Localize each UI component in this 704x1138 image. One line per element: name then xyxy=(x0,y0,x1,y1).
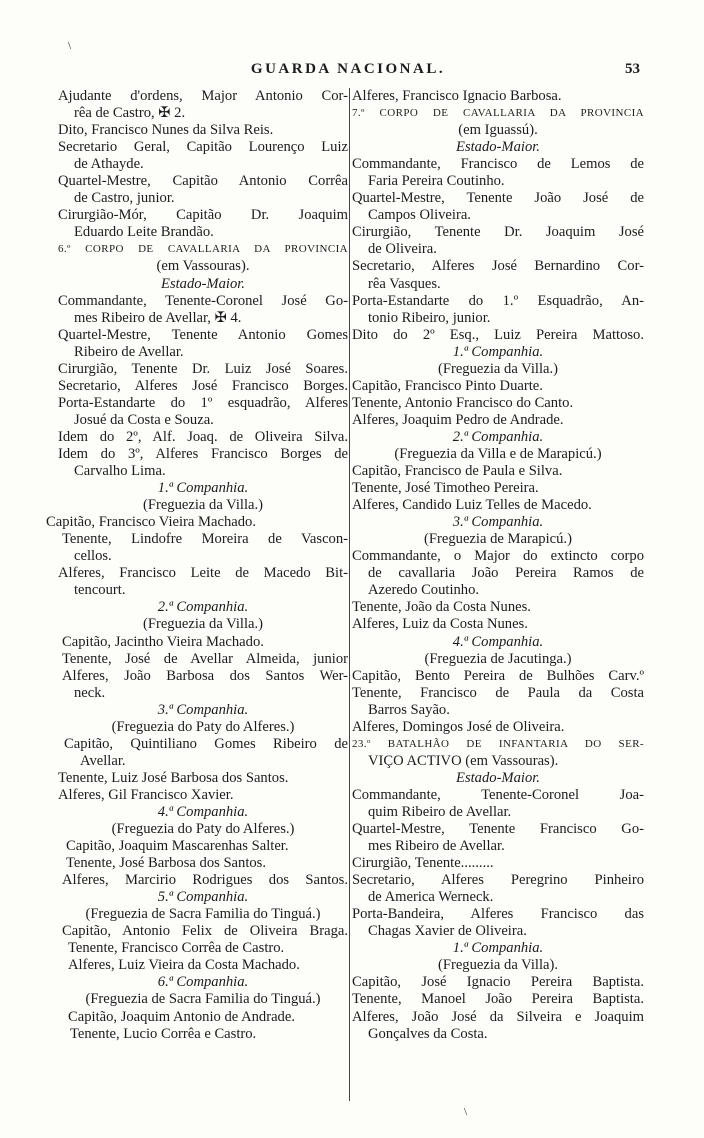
parish-line: (Freguezia da Villa.) xyxy=(437,360,558,377)
entry-line: cellos. xyxy=(74,548,112,565)
battalion-heading: 23.º BATALHÃO DE INFANTARIA DO SER- xyxy=(352,737,644,750)
entry-line: Alferes, Francisco Leite de Macedo Bit- xyxy=(58,565,348,582)
entry-line: Capitão, Francisco Vieira Machado. xyxy=(46,514,256,531)
entry-line: Tenente, Antonio Francisco do Canto. xyxy=(352,394,574,411)
entry-line: Faria Pereira Coutinho. xyxy=(368,173,505,190)
entry-line: Ajudante d'ordens, Major Antonio Cor- xyxy=(58,88,348,104)
entry-line: Gonçalves da Costa. xyxy=(368,1025,488,1042)
entry-line: Cirurgião, Tenente Dr. Joaquim José xyxy=(352,224,644,241)
page-header xyxy=(56,61,640,83)
entry-line: Cirurgião, Tenente Dr. Luiz José Soares. xyxy=(58,360,348,377)
entry-line: Tenente, Luiz José Barbosa dos Santos. xyxy=(58,769,289,786)
entry-line: Alferes, Candido Luiz Telles de Macedo. xyxy=(352,497,592,514)
entry-line: Tenente, Manoel João Pereira Baptista. xyxy=(352,991,644,1008)
entry-line: Secretario, Alferes José Bernardino Cor- xyxy=(352,258,644,275)
entry-line: Avellar. xyxy=(80,752,126,769)
entry-line: Alferes, Luiz da Costa Nunes. xyxy=(352,616,528,633)
entry-line: Capitão, Francisco Pinto Duarte. xyxy=(352,377,543,394)
entry-line: Tenente, Francisco Corrêa de Castro. xyxy=(68,940,285,957)
entry-line: Tenente, José Timotheo Pereira. xyxy=(352,480,539,497)
parish-line: (Freguezia da Villa.) xyxy=(142,497,263,514)
entry-line: Porta-Estandarte do 1º esquadrão, Alferes xyxy=(58,394,348,411)
entry-line: Capitão, Quintiliano Gomes Ribeiro de xyxy=(64,735,348,752)
company-heading: 4.ª Companhia. xyxy=(452,633,544,650)
entry-line: Quartel-Mestre, Tenente João José de xyxy=(352,190,644,207)
entry-line: Carvalho Lima. xyxy=(74,463,166,480)
entry-line: VIÇO ACTIVO (em Vassouras). xyxy=(368,752,559,769)
entry-line: Tenente, José de Avellar Almeida, junior xyxy=(62,650,348,667)
entry-line: Commandante, Tenente-Coronel José Go- xyxy=(58,292,348,309)
entry-line: de Athayde. xyxy=(74,156,144,173)
section-heading: Estado-Maior. xyxy=(456,139,540,156)
parish-line: (Freguezia de Marapicú.) xyxy=(424,531,572,548)
entry-line: Chagas Xavier de Oliveira. xyxy=(368,923,527,940)
entry-line: de cavallaria João Pereira Ramos de xyxy=(368,565,644,582)
entry-line: Porta-Estandarte do 1.º Esquadrão, An- xyxy=(352,292,644,309)
left-column xyxy=(46,88,348,1043)
location-line: (em Iguassú). xyxy=(458,122,538,139)
company-heading: 1.ª Companhia. xyxy=(157,480,249,497)
entry-line: Capitão, Jacintho Vieira Machado. xyxy=(62,633,264,650)
footer-mark: \ xyxy=(464,1106,468,1118)
entry-line: neck. xyxy=(74,684,106,701)
parish-line: (Freguezia do Paty do Alferes.) xyxy=(111,821,295,838)
parish-line: (Freguezia de Sacra Familia do Tinguá.) xyxy=(85,991,321,1008)
entry-line: mes Ribeiro de Avellar, ✠ 4. xyxy=(74,309,242,326)
entry-line: tonio Ribeiro, junior. xyxy=(368,309,491,326)
company-heading: 6.ª Companhia. xyxy=(157,974,249,991)
parish-line: (Freguezia de Sacra Familia do Tinguá.) xyxy=(85,906,321,923)
entry-line: Cirurgião, Tenente......... xyxy=(352,855,494,872)
entry-line: Barros Sayão. xyxy=(368,701,450,718)
entry-line: Commandante, Francisco de Lemos de xyxy=(352,156,644,173)
column-divider xyxy=(349,88,350,1101)
entry-line: Alferes, Marcirio Rodrigues dos Santos. xyxy=(62,872,348,889)
parish-line: (Freguezia do Paty do Alferes.) xyxy=(111,718,295,735)
entry-line: Alferes, Domingos José de Oliveira. xyxy=(352,718,565,735)
entry-line: de America Werneck. xyxy=(368,889,494,906)
entry-line: Alferes, Joaquim Pedro de Andrade. xyxy=(352,411,564,428)
entry-line: Josué da Costa e Souza. xyxy=(74,411,214,428)
entry-line: Campos Oliveira. xyxy=(368,207,471,224)
entry-line: Porta-Bandeira, Alferes Francisco das xyxy=(352,906,644,923)
company-heading: 4.ª Companhia. xyxy=(157,803,249,820)
entry-line: Dito, Francisco Nunes da Silva Reis. xyxy=(58,122,274,139)
company-heading: 3.ª Companhia. xyxy=(157,701,249,718)
entry-line: rêa Vasques. xyxy=(368,275,441,292)
entry-line: Dito do 2º Esq., Luiz Pereira Mattoso. xyxy=(352,326,644,343)
entry-line: Secretario, Alferes José Francisco Borges. xyxy=(58,377,348,394)
entry-line: Commandante, Tenente-Coronel Joa- xyxy=(352,786,644,803)
entry-line: Capitão, José Ignacio Pereira Baptista. xyxy=(352,974,644,991)
parish-line: (Freguezia da Villa.) xyxy=(142,616,263,633)
entry-line: Commandante, o Major do extincto corpo xyxy=(352,548,644,565)
entry-line: Capitão, Joaquim Mascarenhas Salter. xyxy=(66,838,289,855)
company-heading: 2.ª Companhia. xyxy=(157,599,249,616)
entry-line: Idem do 3º, Alferes Francisco Borges de xyxy=(58,445,348,462)
corps-heading: 7.º CORPO DE CAVALLARIA DA PROVINCIA xyxy=(352,107,644,120)
entry-line: quim Ribeiro de Avellar. xyxy=(368,803,512,820)
running-title: GUARDA NACIONAL. xyxy=(250,61,446,77)
company-heading: 1.ª Companhia. xyxy=(452,940,544,957)
entry-line: Alferes, João José da Silveira e Joaquim xyxy=(352,1008,644,1025)
section-heading: Estado-Maior. xyxy=(161,275,245,292)
entry-line: Tenente, Lindofre Moreira de Vascon- xyxy=(62,531,348,548)
entry-line: Alferes, Francisco Ignacio Barbosa. xyxy=(352,88,562,104)
entry-line: Tenente, José Barbosa dos Santos. xyxy=(66,855,267,872)
entry-line: Azeredo Coutinho. xyxy=(368,582,480,599)
company-heading: 1.ª Companhia. xyxy=(452,343,544,360)
entry-line: de Castro, junior. xyxy=(74,190,175,207)
entry-line: Capitão, Francisco de Paula e Silva. xyxy=(352,463,563,480)
entry-line: Secretario Geral, Capitão Lourenço Luiz xyxy=(58,139,348,156)
entry-line: Secretario, Alferes Peregrino Pinheiro xyxy=(352,872,644,889)
entry-line: Alferes, João Barbosa dos Santos Wer- xyxy=(62,667,348,684)
company-heading: 5.ª Companhia. xyxy=(157,889,249,906)
entry-line: Tenente, João da Costa Nunes. xyxy=(352,599,531,616)
parish-line: (Freguezia da Villa). xyxy=(437,957,558,974)
parish-line: (Freguezia da Villa e de Marapicú.) xyxy=(394,445,602,462)
company-heading: 2.ª Companhia. xyxy=(452,428,544,445)
margin-mark: \ xyxy=(68,40,72,52)
entry-line: Capitão, Antonio Felix de Oliveira Braga. xyxy=(62,923,348,940)
entry-line: Alferes, Luiz Vieira da Costa Machado. xyxy=(68,957,300,974)
entry-line: Idem do 2º, Alf. Joaq. de Oliveira Silva. xyxy=(58,428,348,445)
entry-line: Tenente, Francisco de Paula da Costa xyxy=(352,684,644,701)
parish-line: (Freguezia de Jacutinga.) xyxy=(424,650,572,667)
entry-line: rêa de Castro, ✠ 2. xyxy=(74,105,186,122)
entry-line: Capitão, Joaquim Antonio de Andrade. xyxy=(68,1008,295,1025)
entry-line: Quartel-Mestre, Capitão Antonio Corrêa xyxy=(58,173,348,190)
entry-line: tencourt. xyxy=(74,582,126,599)
company-heading: 3.ª Companhia. xyxy=(452,514,544,531)
entry-line: Quartel-Mestre, Tenente Antonio Gomes xyxy=(58,326,348,343)
entry-line: mes Ribeiro de Avellar. xyxy=(368,838,505,855)
section-heading: Estado-Maior. xyxy=(456,769,540,786)
entry-line: Quartel-Mestre, Tenente Francisco Go- xyxy=(352,821,644,838)
entry-line: Cirurgião-Mór, Capitão Dr. Joaquim xyxy=(58,207,348,224)
entry-line: Capitão, Bento Pereira de Bulhões Carv.º xyxy=(352,667,644,684)
entry-line: Eduardo Leite Brandão. xyxy=(74,224,214,241)
entry-line: Alferes, Gil Francisco Xavier. xyxy=(58,786,234,803)
right-column xyxy=(352,88,644,1043)
entry-line: Tenente, Lucio Corrêa e Castro. xyxy=(70,1025,257,1042)
location-line: (em Vassouras). xyxy=(156,258,250,275)
entry-line: de Oliveira. xyxy=(368,241,437,258)
page-number: 53 xyxy=(625,61,640,77)
corps-heading: 6.º CORPO DE CAVALLARIA DA PROVINCIA xyxy=(58,243,348,256)
entry-line: Ribeiro de Avellar. xyxy=(74,343,184,360)
